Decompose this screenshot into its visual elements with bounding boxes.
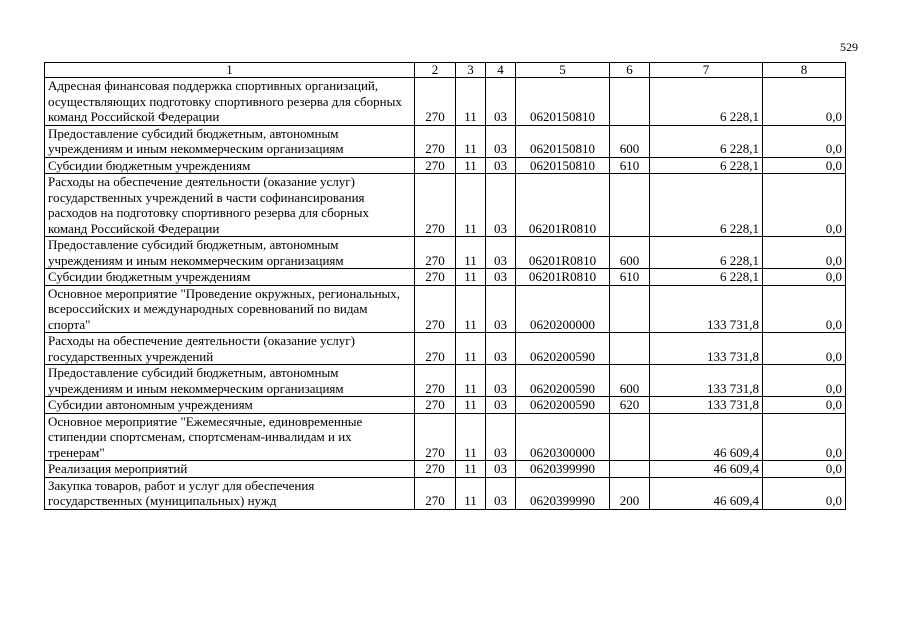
row-section: 11	[456, 125, 486, 157]
row-subsection: 03	[486, 237, 516, 269]
row-amount: 133 731,8	[650, 333, 763, 365]
row-subsection: 03	[486, 461, 516, 478]
row-name: Основное мероприятие "Ежемесячные, единовременные стипендии спортсменам, спортсменам-инвалидам и их тренерам"	[45, 413, 415, 461]
row-ministry-code: 270	[415, 365, 456, 397]
row-subsection: 03	[486, 174, 516, 237]
row-target-article: 06201R0810	[516, 237, 610, 269]
row-section: 11	[456, 285, 486, 333]
table-row	[45, 285, 846, 333]
page-number: 529	[840, 40, 858, 54]
table-row	[45, 333, 846, 365]
row-target-article: 0620200590	[516, 397, 610, 414]
row-section: 11	[456, 413, 486, 461]
row-subsection: 03	[486, 269, 516, 286]
row-section: 11	[456, 78, 486, 126]
row-expense-type: 200	[610, 477, 650, 509]
row-target-article: 0620399990	[516, 477, 610, 509]
row-amount-2: 0,0	[763, 78, 846, 126]
budget-table	[44, 62, 846, 510]
row-amount: 133 731,8	[650, 365, 763, 397]
row-ministry-code: 270	[415, 285, 456, 333]
row-section: 11	[456, 477, 486, 509]
row-ministry-code: 270	[415, 477, 456, 509]
row-amount-2: 0,0	[763, 477, 846, 509]
table-row	[45, 413, 846, 461]
table-row	[45, 174, 846, 237]
row-section: 11	[456, 365, 486, 397]
row-expense-type: 620	[610, 397, 650, 414]
header-col-4: 4	[486, 63, 516, 78]
row-amount-2: 0,0	[763, 397, 846, 414]
table-row	[45, 237, 846, 269]
row-name: Субсидии автономным учреждениям	[45, 397, 415, 414]
row-amount: 133 731,8	[650, 285, 763, 333]
header-col-5: 5	[516, 63, 610, 78]
row-expense-type: 600	[610, 125, 650, 157]
header-col-6: 6	[610, 63, 650, 78]
row-section: 11	[456, 333, 486, 365]
row-subsection: 03	[486, 413, 516, 461]
row-subsection: 03	[486, 78, 516, 126]
row-amount: 6 228,1	[650, 237, 763, 269]
row-target-article: 0620399990	[516, 461, 610, 478]
row-amount-2: 0,0	[763, 125, 846, 157]
row-target-article: 0620150810	[516, 125, 610, 157]
row-section: 11	[456, 397, 486, 414]
table-row	[45, 78, 846, 126]
row-ministry-code: 270	[415, 237, 456, 269]
row-amount: 46 609,4	[650, 461, 763, 478]
row-subsection: 03	[486, 125, 516, 157]
table-row	[45, 461, 846, 478]
row-subsection: 03	[486, 157, 516, 174]
table-row	[45, 397, 846, 414]
row-amount: 6 228,1	[650, 125, 763, 157]
row-section: 11	[456, 461, 486, 478]
row-name: Предоставление субсидий бюджетным, автономным учреждениям и иным некоммерческим организациям	[45, 125, 415, 157]
row-ministry-code: 270	[415, 78, 456, 126]
row-section: 11	[456, 157, 486, 174]
row-expense-type: 610	[610, 157, 650, 174]
row-expense-type	[610, 174, 650, 237]
row-amount-2: 0,0	[763, 269, 846, 286]
table-row	[45, 269, 846, 286]
row-expense-type	[610, 78, 650, 126]
row-expense-type	[610, 285, 650, 333]
row-subsection: 03	[486, 397, 516, 414]
row-name: Субсидии бюджетным учреждениям	[45, 269, 415, 286]
row-expense-type: 610	[610, 269, 650, 286]
row-ministry-code: 270	[415, 174, 456, 237]
header-col-7: 7	[650, 63, 763, 78]
row-expense-type	[610, 461, 650, 478]
row-name: Адресная финансовая поддержка спортивных организаций, осуществляющих подготовку спортивного резерва для сборных команд Российской Федерации	[45, 78, 415, 126]
row-name: Расходы на обеспечение деятельности (оказание услуг) государственных учреждений в части софинансирования расходов на подготовку спортивного резерва для сборных команд Российской Федерации	[45, 174, 415, 237]
row-target-article: 0620300000	[516, 413, 610, 461]
row-amount: 46 609,4	[650, 477, 763, 509]
row-amount-2: 0,0	[763, 333, 846, 365]
row-section: 11	[456, 269, 486, 286]
row-name: Расходы на обеспечение деятельности (оказание услуг) государственных учреждений	[45, 333, 415, 365]
header-col-8: 8	[763, 63, 846, 78]
row-section: 11	[456, 237, 486, 269]
row-ministry-code: 270	[415, 461, 456, 478]
row-target-article: 06201R0810	[516, 269, 610, 286]
row-target-article: 0620200590	[516, 333, 610, 365]
row-amount-2: 0,0	[763, 237, 846, 269]
row-amount: 6 228,1	[650, 269, 763, 286]
row-amount-2: 0,0	[763, 285, 846, 333]
table-row	[45, 365, 846, 397]
row-subsection: 03	[486, 477, 516, 509]
row-ministry-code: 270	[415, 397, 456, 414]
row-expense-type	[610, 333, 650, 365]
row-name: Предоставление субсидий бюджетным, автономным учреждениям и иным некоммерческим организациям	[45, 365, 415, 397]
row-name: Предоставление субсидий бюджетным, автономным учреждениям и иным некоммерческим организациям	[45, 237, 415, 269]
row-ministry-code: 270	[415, 413, 456, 461]
row-amount-2: 0,0	[763, 413, 846, 461]
row-name: Основное мероприятие "Проведение окружных, региональных, всероссийских и международных соревнований по видам спорта"	[45, 285, 415, 333]
row-amount-2: 0,0	[763, 461, 846, 478]
header-row	[45, 63, 846, 78]
row-subsection: 03	[486, 333, 516, 365]
row-amount: 6 228,1	[650, 174, 763, 237]
row-expense-type: 600	[610, 237, 650, 269]
row-target-article: 0620150810	[516, 78, 610, 126]
row-target-article: 06201R0810	[516, 174, 610, 237]
row-expense-type: 600	[610, 365, 650, 397]
row-subsection: 03	[486, 285, 516, 333]
row-amount-2: 0,0	[763, 365, 846, 397]
table-row	[45, 125, 846, 157]
row-amount: 133 731,8	[650, 397, 763, 414]
row-ministry-code: 270	[415, 157, 456, 174]
row-name: Закупка товаров, работ и услуг для обеспечения государственных (муниципальных) нужд	[45, 477, 415, 509]
row-target-article: 0620200000	[516, 285, 610, 333]
table-row	[45, 477, 846, 509]
row-name: Реализация мероприятий	[45, 461, 415, 478]
row-expense-type	[610, 413, 650, 461]
row-ministry-code: 270	[415, 269, 456, 286]
row-section: 11	[456, 174, 486, 237]
row-amount: 6 228,1	[650, 157, 763, 174]
row-target-article: 0620200590	[516, 365, 610, 397]
table-row	[45, 157, 846, 174]
row-subsection: 03	[486, 365, 516, 397]
row-target-article: 0620150810	[516, 157, 610, 174]
row-ministry-code: 270	[415, 333, 456, 365]
row-name: Субсидии бюджетным учреждениям	[45, 157, 415, 174]
table-body	[45, 78, 846, 510]
header-col-1: 1	[45, 63, 415, 78]
row-amount: 46 609,4	[650, 413, 763, 461]
header-col-3: 3	[456, 63, 486, 78]
header-col-2: 2	[415, 63, 456, 78]
row-amount: 6 228,1	[650, 78, 763, 126]
row-amount-2: 0,0	[763, 174, 846, 237]
row-ministry-code: 270	[415, 125, 456, 157]
row-amount-2: 0,0	[763, 157, 846, 174]
